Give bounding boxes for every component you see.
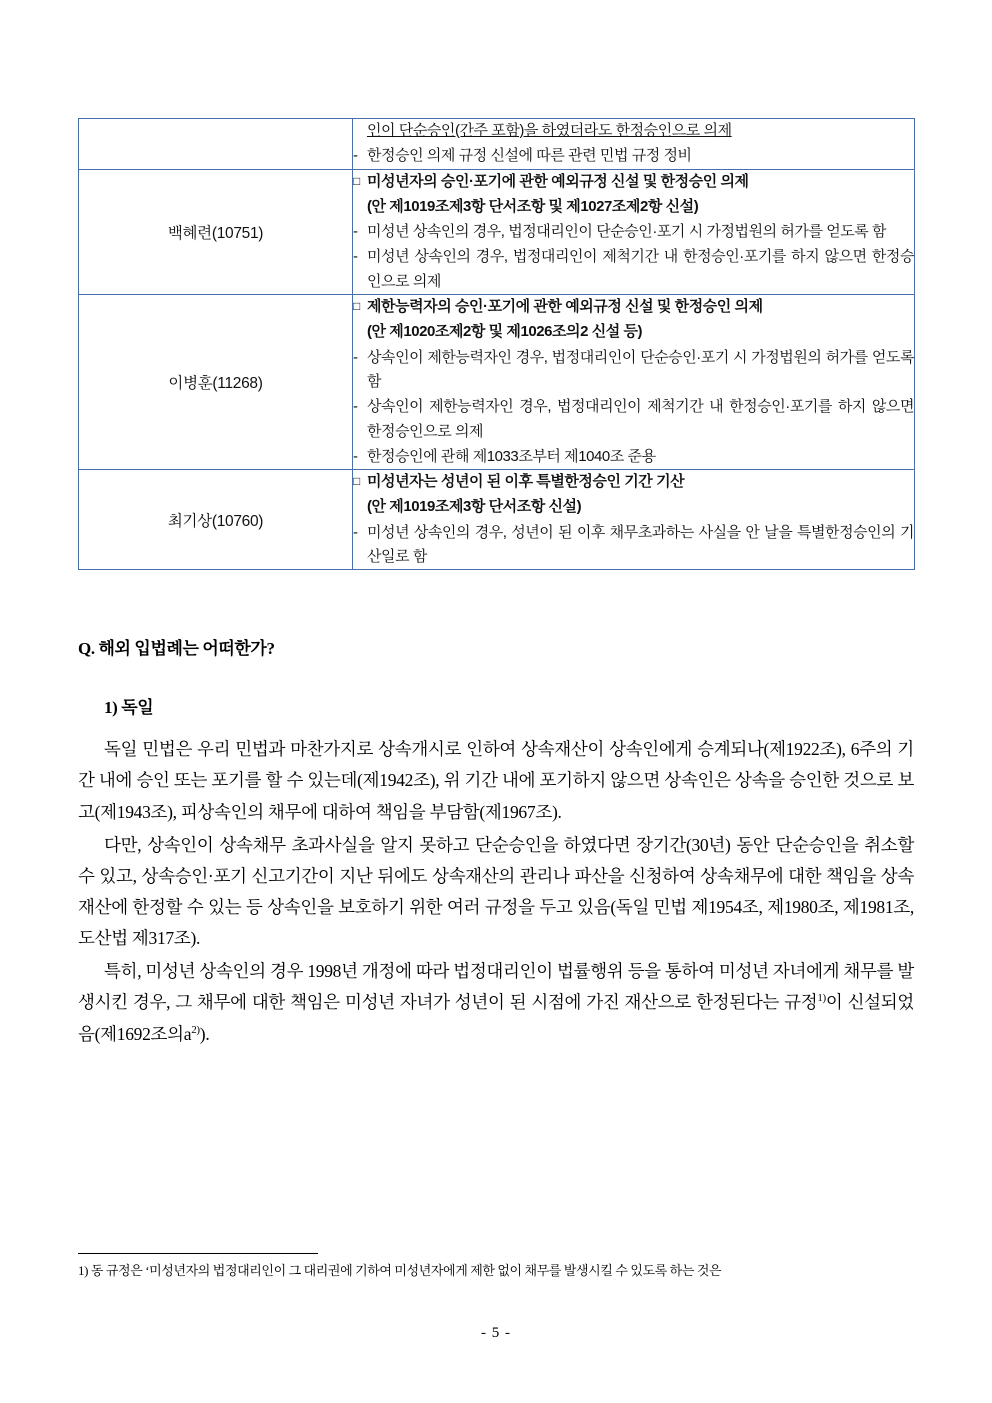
list-marker: [353, 119, 367, 143]
list-marker: -: [353, 248, 358, 266]
footnote-text: 동 규정은 ‘미성년자의 법정대리인이 그 대리권에 기하여 미성년자에게 제한 없이 채무를 발생시킬 수 있도록 하는 것은: [90, 1263, 722, 1278]
footnote-ref-1: 1): [817, 992, 826, 1005]
list-text: (안 제1019조제3항 단서조항 및 제1027조제2항 신설): [367, 197, 699, 215]
list-item: [353, 495, 914, 519]
proposer-label: 이병훈(11268): [168, 375, 263, 393]
list-item: [353, 144, 914, 168]
table-cell-proposer: [79, 295, 353, 470]
question-heading: Q. 해외 입법례는 어떠한가?: [78, 639, 275, 659]
list-item: [353, 346, 914, 395]
table-cell-content: [353, 119, 915, 170]
table-row: [79, 295, 915, 470]
table-cell-content: [353, 470, 915, 570]
list-text: 미성년 상속인의 경우, 법정대리인이 단순승인·포기 시 가정법원의 허가를 얻도록 함: [367, 223, 887, 241]
page-number: - 5 -: [481, 1325, 511, 1341]
list-text: 미성년자의 승인·포기에 관한 예외규정 신설 및 한정승인 의제: [367, 172, 749, 190]
footnote-divider: [78, 1253, 318, 1254]
list-text: 한정승인에 관해 제1033조부터 제1040조 준용: [367, 447, 656, 465]
table-row: [79, 169, 915, 294]
bill-comparison-table: [78, 118, 915, 570]
list-item: [353, 220, 914, 244]
footnote-ref-2: 2): [191, 1023, 200, 1036]
list-text: 상속인이 제한능력자인 경우, 법정대리인이 단순승인·포기 시 가정법원의 허가를 얻도록 함: [367, 348, 914, 390]
list-marker: [353, 320, 367, 344]
paragraph-1: 독일 민법은 우리 민법과 마찬가지로 상속개시로 인하여 상속재산이 상속인에게 승계되나(제1922조), 6주의 기간 내에 승인 또는 포기를 할 수 있는데(제1942조), 위 기간 내에 포기하지 않으면 상속인은 상속을 승인한 것으로 보고(제1943조), 피상속인의 채무에 대하여 책임을 부담함(제1967조).: [78, 739, 914, 822]
list-marker: -: [353, 523, 358, 541]
list-item: [353, 395, 914, 444]
list-item: [353, 521, 914, 570]
list-item: [353, 195, 914, 219]
list-marker: [353, 195, 367, 219]
proposer-label: 최기상(10760): [167, 512, 264, 530]
paragraph-3: [78, 956, 914, 1049]
list-text: 미성년 상속인의 경우, 성년이 된 이후 채무초과하는 사실을 안 날을 특별한정승인의 기산일로 함: [367, 523, 914, 566]
square-bullet-icon: □: [353, 173, 360, 188]
list-text: (안 제1019조제3항 단서조항 신설): [367, 498, 582, 516]
list-item: [353, 445, 914, 469]
list-text: 한정승인 의제 규정 신설에 따른 관련 민법 규정 정비: [367, 147, 692, 165]
list-item: [353, 170, 914, 194]
list-marker: -: [353, 398, 358, 416]
footnote-number: 1): [78, 1263, 89, 1278]
list-item: [353, 119, 914, 143]
list-text: 미성년자는 성년이 된 이후 특별한정승인 기간 기산: [367, 473, 685, 491]
paragraph-2: 다만, 상속인이 상속채무 초과사실을 알지 못하고 단순승인을 하였다면 장기간(30년) 동안 단순승인을 취소할 수 있고, 상속승인·포기 신고기간이 지난 뒤에도 상속재산의 관리나 파산을 신청하여 상속채무에 대한 책임을 상속재산에 한정할 수 있는 등 상속인을 보호하기 위한 여러 규정을 두고 있음(독일 민법 제1954조, 제1980조, 제1981조, 도산법 제317조).: [78, 834, 914, 949]
table-cell-content: [353, 169, 915, 294]
square-bullet-icon: □: [353, 474, 360, 489]
table-cell-content: [353, 295, 915, 470]
list-marker: -: [353, 348, 358, 366]
square-bullet-icon: □: [353, 299, 360, 314]
paragraph-3-post: ).: [199, 1023, 210, 1044]
list-marker: -: [353, 447, 358, 465]
table-cell-proposer: [79, 470, 353, 570]
list-marker: -: [353, 147, 358, 165]
table-row: [79, 119, 915, 170]
paragraph-3-mid: 이 신설되었음(제1692조의a: [78, 992, 914, 1044]
proposer-label: 백혜련(10751): [167, 224, 264, 242]
table-row: [79, 470, 915, 570]
table-cell-proposer: [79, 169, 353, 294]
footnote-1: [78, 1261, 914, 1281]
list-item: [353, 470, 914, 494]
list-item: [353, 320, 914, 344]
footnote-area: [78, 1253, 914, 1281]
list-marker: -: [353, 223, 358, 241]
list-text: 제한능력자의 승인·포기에 관한 예외규정 신설 및 한정승인 의제: [367, 298, 763, 316]
section-heading-germany: 1) 독일: [104, 698, 154, 718]
table-cell-proposer: [79, 119, 353, 170]
list-text: 인이 단순승인(간주 포함)을 하였더라도 한정승인으로 의제: [367, 122, 732, 139]
list-text: 상속인이 제한능력자인 경우, 법정대리인이 제척기간 내 한정승인·포기를 하지 않으면 한정승인으로 의제: [367, 398, 914, 440]
list-text: 미성년 상속인의 경우, 법정대리인이 제척기간 내 한정승인·포기를 하지 않으면 한정승인으로 의제: [367, 248, 914, 290]
list-item: [353, 245, 914, 294]
list-text: (안 제1020조제2항 및 제1026조의2 신설 등): [367, 323, 643, 341]
list-item: [353, 295, 914, 319]
paragraph-3-pre: 특히, 미성년 상속인의 경우 1998년 개정에 따라 법정대리인이 법률행위 등을 통하여 미성년 자녀에게 채무를 발생시킨 경우, 그 채무에 대한 책임은 미성년 자녀가 성년이 된 시점에 가진 재산으로 한정된다는 규정: [78, 961, 914, 1013]
list-marker: [353, 495, 367, 519]
